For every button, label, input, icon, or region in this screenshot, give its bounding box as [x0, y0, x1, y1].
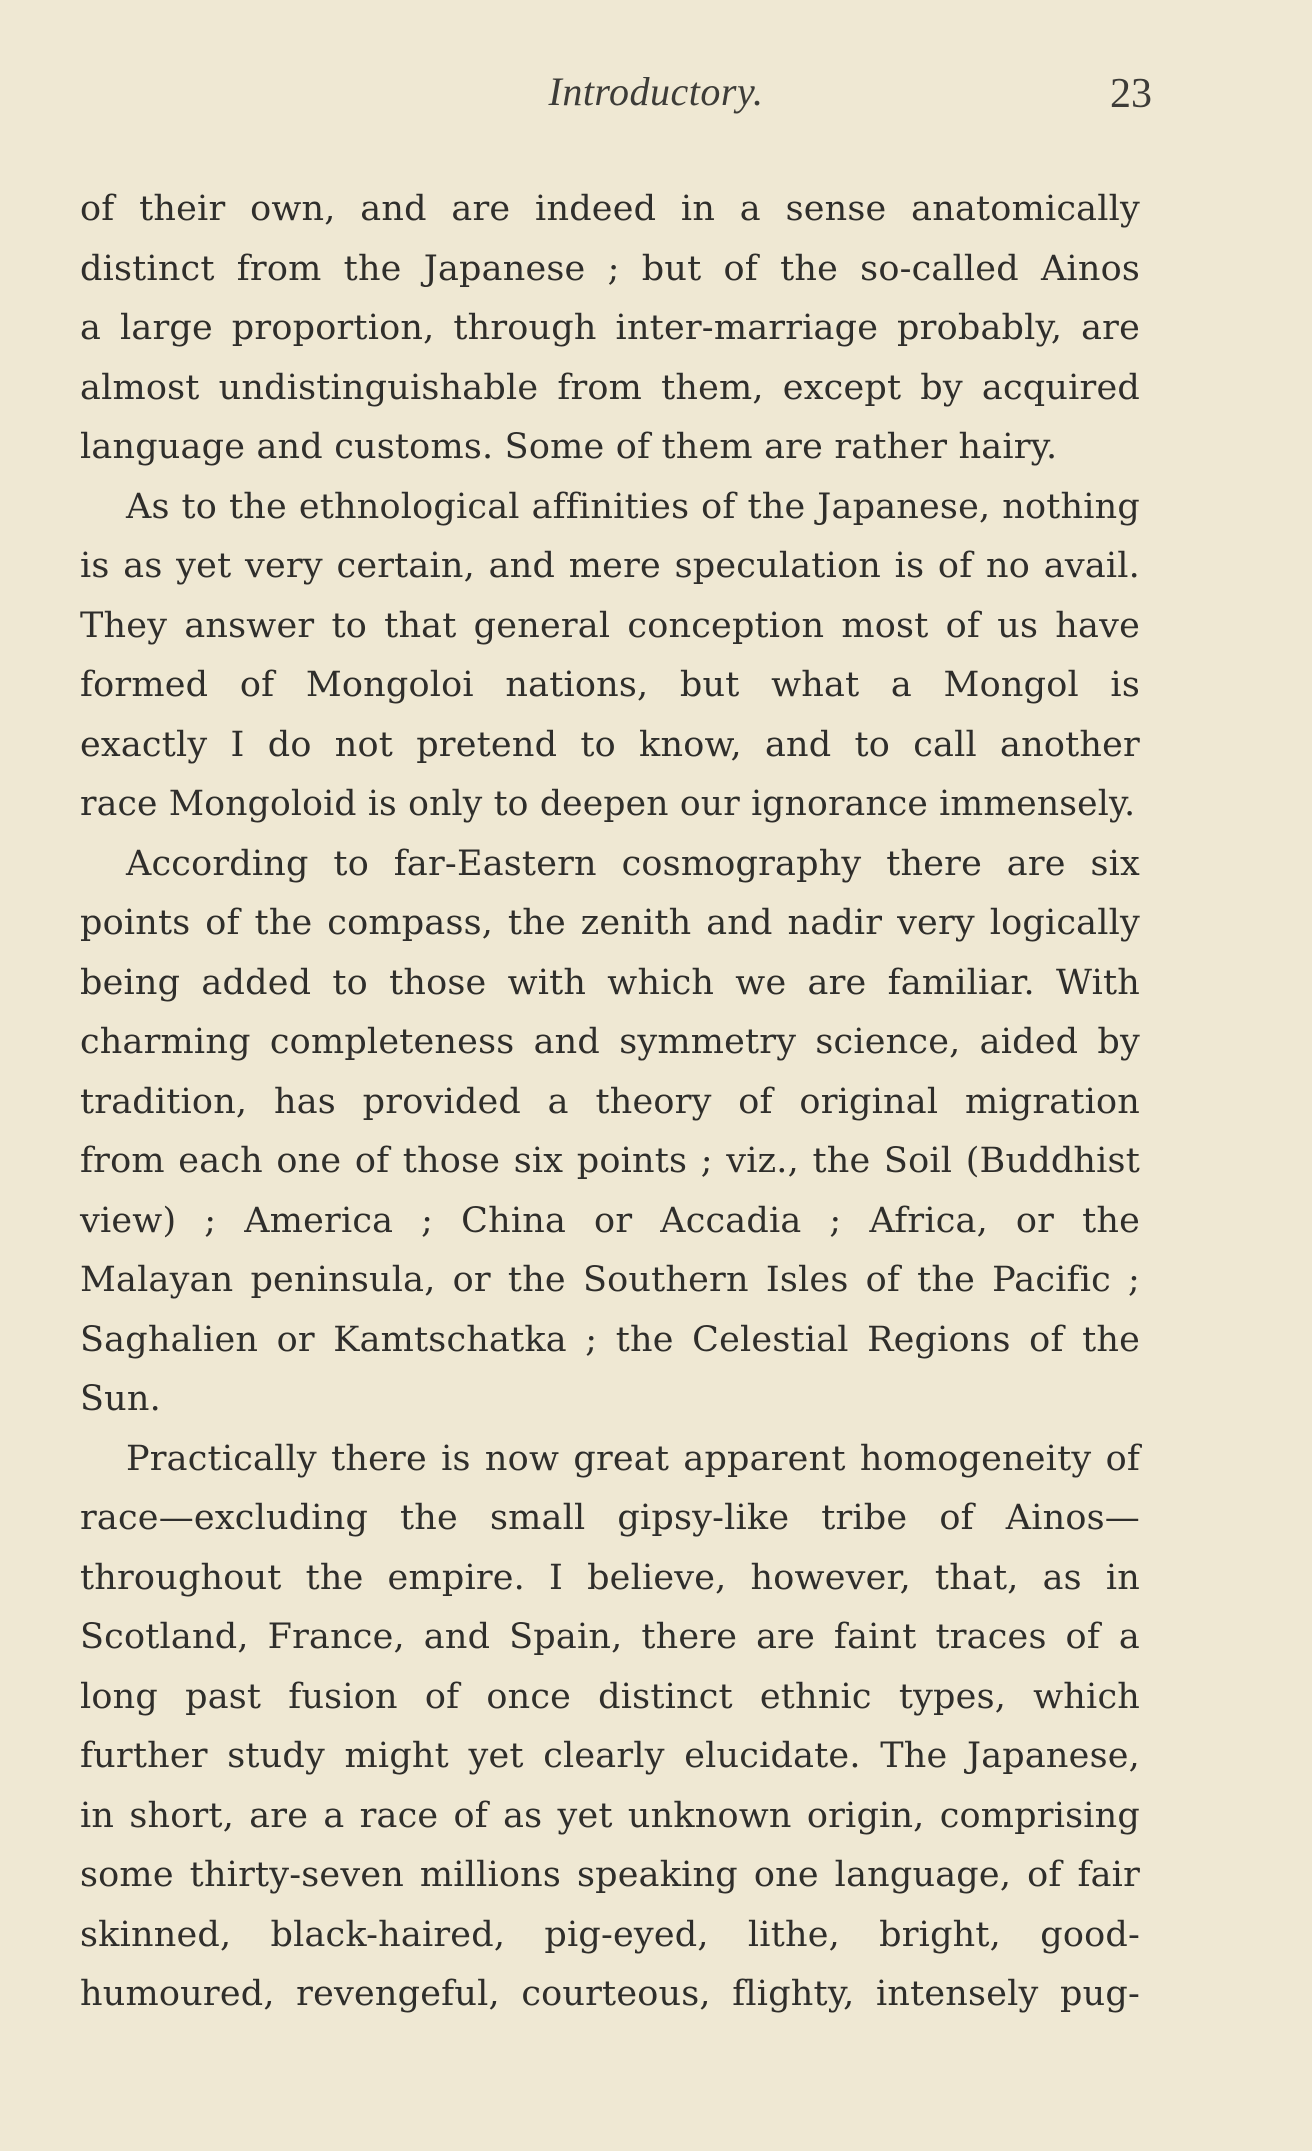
- text-line: Malayan peninsula, or the Southern Isles of the Pacific ;: [80, 1260, 1140, 1300]
- text-line: Scotland, France, and Spain, there are faint traces of a: [80, 1617, 1140, 1657]
- text-line: almost undistinguishable from them, except by acquired: [80, 367, 1140, 408]
- text-line: exactly I do not pretend to know, and to call another: [80, 724, 1140, 765]
- text-line: language and customs. Some of them are rather hairy.: [80, 427, 1058, 467]
- text-line: humoured, revengeful, courteous, flighty, intensely pug-: [80, 1974, 1140, 2014]
- page-header: [0, 68, 1312, 128]
- running-title: Introductory.: [548, 69, 764, 114]
- text-line: a large proportion, through inter-marriage probably, are: [80, 308, 1140, 348]
- text-line: is as yet very certain, and mere speculation is of no avail.: [80, 546, 1140, 586]
- text-line: throughout the empire. I believe, however, that, as in: [80, 1557, 1140, 1598]
- text-line: being added to those with which we are familiar. With: [80, 962, 1140, 1003]
- text-line: some thirty-seven millions speaking one language, of fair: [80, 1855, 1140, 1895]
- text-line: charming completeness and symmetry science, aided by: [80, 1022, 1140, 1062]
- text-line: tradition, has provided a theory of original migration: [80, 1081, 1140, 1122]
- text-line: further study might yet clearly elucidate. The Japanese,: [80, 1736, 1140, 1776]
- page-number: 23: [1110, 71, 1152, 117]
- text-line: view) ; America ; China or Accadia ; Africa, or the: [80, 1200, 1140, 1241]
- text-line: of their own, and are indeed in a sense anatomically: [80, 189, 1140, 229]
- text-line: race Mongoloid is only to deepen our ignorance immensely.: [80, 784, 1136, 824]
- text-line: As to the ethnological affinities of the Japanese, nothing: [126, 486, 1140, 527]
- text-line: formed of Mongoloi nations, but what a Mongol is: [80, 665, 1140, 705]
- text-line: long past fusion of once distinct ethnic types, which: [80, 1676, 1140, 1717]
- text-line: Saghalien or Kamtschatka ; the Celestial Regions of the: [80, 1319, 1140, 1360]
- text-line: skinned, black-haired, pig-eyed, lithe, bright, good-: [80, 1914, 1140, 1955]
- text-line: distinct from the Japanese ; but of the so-called Ainos: [80, 248, 1140, 289]
- text-line: race—excluding the small gipsy-like tribe of Ainos—: [80, 1498, 1140, 1538]
- text-line: Practically there is now great apparent homogeneity of: [126, 1438, 1140, 1479]
- text-line: According to far-Eastern cosmography there are six: [126, 843, 1140, 884]
- body-text: [80, 180, 1140, 2025]
- text-line: points of the compass, the zenith and nadir very logically: [80, 903, 1140, 943]
- text-line: They answer to that general conception most of us have: [80, 605, 1140, 646]
- text-line: from each one of those six points ; viz., the Soil (Buddhist: [80, 1141, 1140, 1181]
- text-line: Sun.: [80, 1379, 161, 1419]
- text-line: in short, are a race of as yet unknown origin, comprising: [80, 1795, 1140, 1836]
